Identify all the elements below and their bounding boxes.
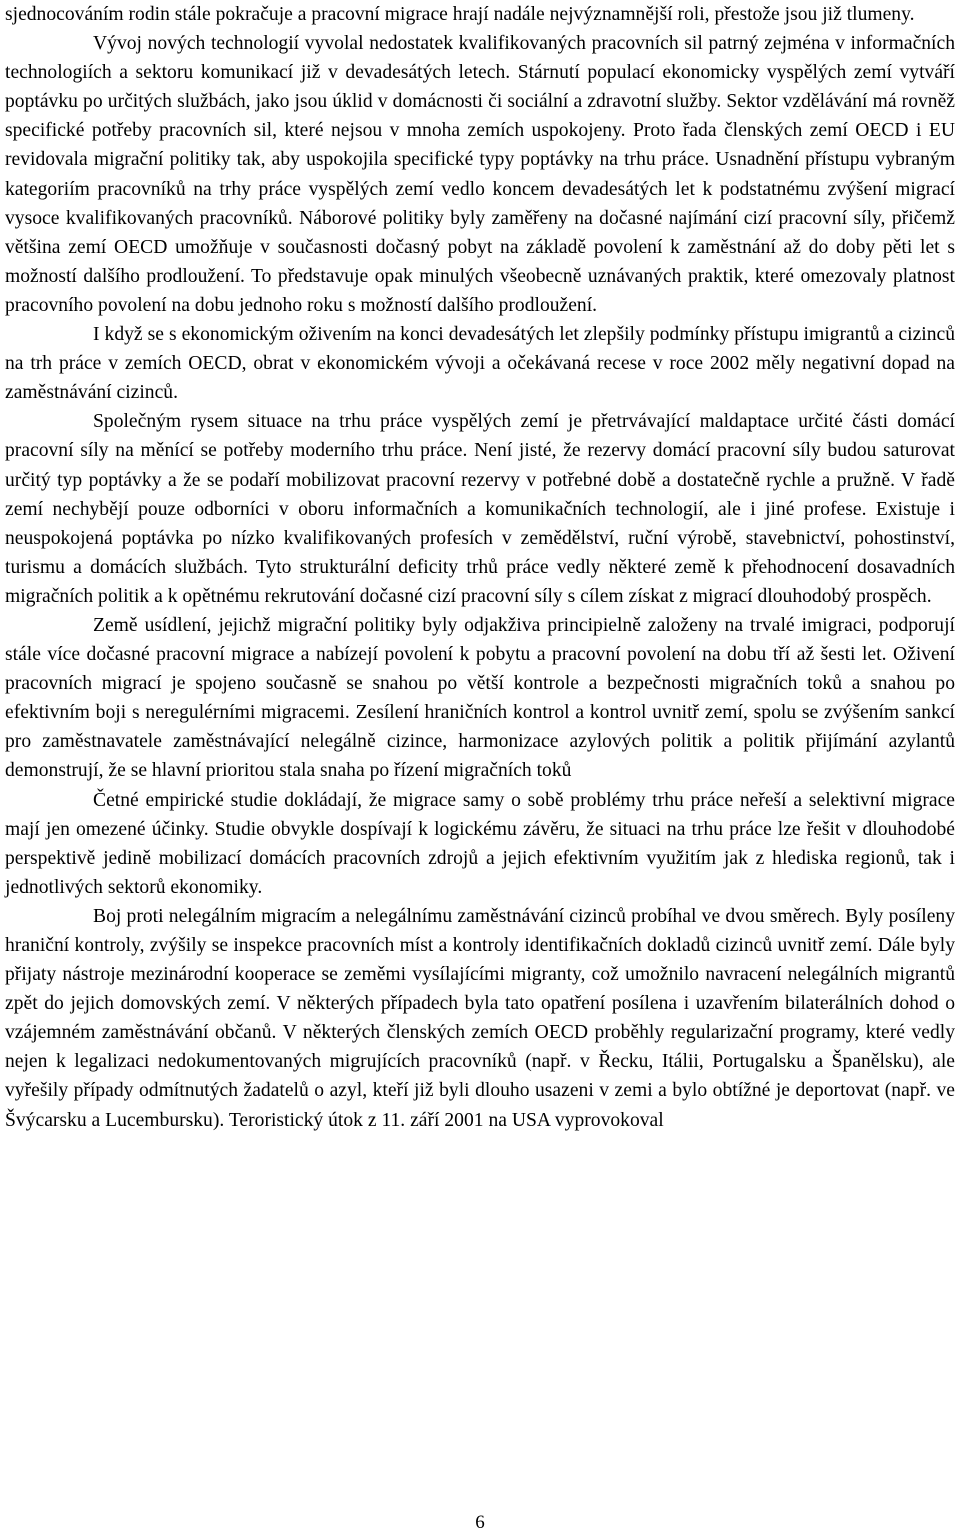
paragraph-technology-demand: Vývoj nových technologií vyvolal nedostatek kvalifikovaných pracovních sil patrný zejména v informačních technologiích a sektoru komunikací již v devadesátých letech. Stárnutí populací ekonomicky vyspělých zemí vytváří poptávku po určitých službách, jako jsou úklid v domácnosti či sociální a zdravotní služby. Sektor vzdělávání má rovněž specifické potřeby pracovních sil, které nejsou v mnoha zemích uspokojeny. Proto řada členských zemí OECD i EU revidovala migrační politiky tak, aby uspokojila specifické typy poptávky na trhu práce. Usnadnění přístupu vybraným kategoriím pracovníků na trhy práce vyspělých zemí vedlo koncem devadesátých let k podstatnému zvýšení migrací vysoce kvalifikovaných pracovníků. Náborové politiky byly zaměřeny na dočasné najímání cizí pracovní síly, přičemž většina zemí OECD umožňuje v současnosti dočasný pobyt na základě povolení k zaměstnání až do doby pěti let s možností dalšího prodloužení. To představuje opak minulých všeobecně uznávaných praktik, které omezovaly platnost pracovního povolení na dobu jednoho roku s možností dalšího prodloužení. — [5, 33, 955, 316]
paragraph-settlement-countries: Země usídlení, jejichž migrační politiky byly odjakživa principielně založeny na trvalé imigraci, podporují stále více dočasné pracovní migrace a nabízejí povolení k pobytu a pracovní povolení na dobu tří až šesti let. Oživení pracovních migrací je spojeno současně se snahou po větší kontrole a bezpečnosti migračních toků a snahou po efektivním boji s neregulérními migracemi. Zesílení hraničních kontrol a kontrol uvnitř zemí, spolu se zvýšením sankcí pro zaměstnavatele zaměstnávající nelegálně cizince, harmonizace azylových politik a politik přijímání azylantů demonstrují, že se hlavní prioritou stala snaha po řízení migračních toků — [5, 614, 955, 782]
paragraph-illegal-migration: Boj proti nelegálním migracím a nelegálnímu zaměstnávání cizinců probíhal ve dvou směrech. Byly posíleny hraniční kontroly, zvýšily se inspekce pracovních míst a kontroly identifikačních dokladů cizinců uvnitř zemí. Dále byly přijaty nástroje mezinárodní kooperace se zeměmi vysílajícími migranty, což umožnilo navracení nelegálních migrantů zpět do jejich domovských zemí. V některých případech byla tato opatření posílena i uzavřením bilaterálních dohod o vzájemném zaměstnávání občanů. V některých členských zemích OECD proběhly regularizační programy, které vedly nejen k legalizaci nedokumentovaných migrujících pracovníků (např. v Řecku, Itálii, Portugalsku a Španělsku), ale vyřešily případy odmítnutých žadatelů o azyl, kteří již byli dlouho usazeni v zemi a bylo obtížné je deportovat (např. ve Švýcarsku a Lucembursku). Teroristický útok z 11. září 2001 na USA vyprovokoval — [5, 905, 955, 1131]
paragraph-economic-recovery: I když se s ekonomickým oživením na konci devadesátých let zlepšily podmínky přístupu imigrantů a cizinců na trh práce v zemích OECD, obrat v ekonomickém vývoji a očekávaná recese v roce 2002 měly negativní dopad na zaměstnávání cizinců. — [5, 324, 955, 404]
paragraph-continuation: sjednocováním rodin stále pokračuje a pracovní migrace hrají nadále nejvýznamnější roli, přestože jsou již tlumeny. — [5, 4, 915, 25]
paragraph-labor-maladaptation: Společným rysem situace na trhu práce vyspělých zemí je přetrvávající maldaptace určité části domácí pracovní síly na měnící se potřeby moderního trhu práce. Není jisté, že rezervy domácí pracovní síly budou saturovat určitý typ poptávky a že se podaří mobilizovat pracovní rezervy v potřebné době a dostatečně rychle a pružně. V řadě zemí nechybějí pouze odborníci v oboru informačních a komunikačních technologií, ale i jiné profese. Existuje i neuspokojená poptávka po nízko kvalifikovaných profesích v zemědělství, ruční výrobě, stavebnictví, pohostinství, turismu a domácích službách. Tyto strukturální deficity trhů práce vedly některé země k přehodnocení dosavadních migračních politik a k opětnému rekrutování dočasné cizí pracovní síly s cílem získat z migrací dlouhodobý prospěch. — [5, 411, 955, 607]
document-page — [5, 0, 955, 1135]
page-number: 6 — [475, 1512, 485, 1533]
paragraph-empirical-studies: Četné empirické studie dokládají, že migrace samy o sobě problémy trhu práce neřeší a selektivní migrace mají jen omezené účinky. Studie obvykle dospívají k logickému závěru, že situaci na trhu práce lze řešit v dlouhodobé perspektivě jedině mobilizací domácích pracovních zdrojů a jejich efektivním využitím jak z hlediska regionů, tak i jednotlivých sektorů ekonomiky. — [5, 789, 955, 898]
